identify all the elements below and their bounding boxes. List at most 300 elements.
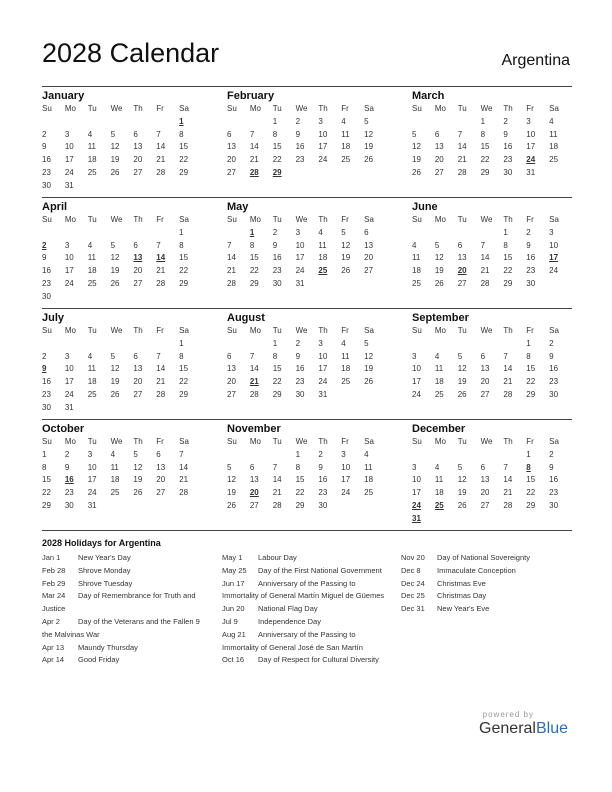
- empty-cell: [133, 116, 156, 129]
- day-cell: 15: [295, 475, 305, 485]
- day-cell: 26: [341, 266, 351, 276]
- day-cell: 6: [457, 240, 463, 250]
- day-cell: 9: [64, 462, 70, 472]
- day-cell: 18: [364, 475, 374, 485]
- holiday-name: Day of Remembrance for Truth and Justice: [42, 591, 196, 614]
- day-cell: 27: [249, 500, 259, 510]
- empty-cell: [503, 338, 526, 351]
- day-cell: 27: [227, 389, 236, 399]
- day-cell: 15: [526, 475, 536, 485]
- weekday-label: Su: [42, 104, 52, 113]
- empty-cell: [133, 227, 156, 240]
- day-cell: 19: [434, 266, 444, 276]
- day-cell: 16: [549, 364, 559, 374]
- weekday-label: Fr: [526, 326, 534, 335]
- day-cell: 11: [318, 240, 327, 250]
- day-cell: 12: [412, 142, 421, 152]
- holiday-item: [401, 565, 576, 578]
- day-cell: 11: [412, 253, 421, 263]
- day-cell: 22: [503, 266, 513, 276]
- holiday-name: National Flag Day: [258, 604, 318, 614]
- empty-cell: [65, 338, 88, 351]
- brand-logo[interactable]: [479, 720, 568, 738]
- day-cell: 15: [249, 253, 259, 263]
- holiday-day: 16: [64, 475, 74, 485]
- weekday-label: Tu: [272, 104, 282, 113]
- weekday-label: We: [295, 215, 308, 224]
- day-cell: 20: [480, 377, 490, 387]
- day-cell: 23: [42, 389, 51, 399]
- day-cell: 10: [64, 253, 74, 263]
- day-cell: 5: [457, 462, 463, 472]
- day-cell: 29: [526, 389, 536, 399]
- day-cell: 27: [480, 389, 490, 399]
- day-cell: 19: [110, 155, 120, 165]
- weekday-label: Su: [227, 215, 237, 224]
- day-cell: 14: [480, 253, 490, 263]
- holiday-name: Day of Respect for Cultural Diversity: [258, 655, 379, 665]
- day-cell: 31: [64, 180, 74, 190]
- weekday-label: Mo: [64, 215, 76, 224]
- day-cell: 8: [42, 462, 47, 472]
- empty-cell: [111, 116, 134, 129]
- holiday-name: Anniversary of the Passing to Immortality of General José de San Martín: [222, 629, 363, 652]
- empty-cell: [458, 116, 481, 129]
- day-cell: 25: [87, 167, 97, 177]
- day-cell: 28: [272, 500, 282, 510]
- day-cell: 8: [249, 240, 255, 250]
- holiday-date: Dec 24: [401, 578, 425, 588]
- day-cell: 29: [480, 167, 490, 177]
- weekday-label: Tu: [272, 326, 282, 335]
- holiday-item: [222, 629, 394, 655]
- month-row: [42, 86, 572, 197]
- day-cell: 8: [503, 240, 508, 250]
- day-cell: 12: [364, 129, 374, 139]
- day-cell: 6: [480, 462, 486, 472]
- day-cell: 6: [364, 227, 369, 237]
- weekday-label: Tu: [457, 104, 467, 113]
- day-cell: 21: [156, 377, 166, 387]
- day-cell: 26: [457, 500, 467, 510]
- holiday-day: 25: [434, 500, 444, 510]
- day-cell: 21: [457, 155, 467, 165]
- month-november: [227, 420, 387, 530]
- day-cell: 8: [295, 462, 301, 472]
- day-cell: 27: [457, 278, 467, 288]
- day-cell: 21: [156, 266, 166, 276]
- day-cell: 23: [526, 266, 536, 276]
- day-cell: 16: [503, 142, 513, 152]
- month-name: September: [412, 312, 469, 324]
- day-cell: 1: [480, 116, 486, 126]
- month-may: [227, 198, 387, 308]
- holiday-date: Dec 31: [401, 604, 425, 614]
- month-name: May: [227, 201, 249, 213]
- weekday-label: We: [110, 437, 123, 446]
- day-cell: 10: [318, 351, 328, 361]
- holiday-name: Day of National Sovereignty: [437, 553, 530, 562]
- empty-cell: [133, 338, 156, 351]
- day-cell: 25: [412, 278, 421, 288]
- day-cell: 6: [133, 351, 138, 361]
- day-cell: 13: [133, 142, 143, 152]
- holiday-name: Labour Day: [258, 553, 297, 562]
- day-cell: 7: [480, 240, 486, 250]
- holiday-day: 28: [249, 167, 259, 177]
- day-cell: 31: [64, 402, 74, 412]
- day-cell: 27: [133, 389, 143, 399]
- holiday-name: Christmas Day: [437, 591, 487, 601]
- day-cell: 9: [295, 351, 301, 361]
- day-cell: 8: [526, 351, 531, 361]
- day-cell: 22: [526, 488, 536, 498]
- holiday-day: 1: [179, 116, 184, 126]
- holiday-name: Day of the Veterans and the Fallen 9 the Malvinas War: [42, 616, 200, 639]
- weekday-label: Mo: [434, 437, 446, 446]
- holiday-column-1: [42, 552, 212, 667]
- weekday-label: Su: [42, 437, 52, 446]
- weekday-label: We: [110, 326, 123, 335]
- day-cell: 13: [480, 475, 490, 485]
- day-cell: 16: [295, 364, 305, 374]
- month-january: [42, 87, 202, 197]
- day-cell: 2: [42, 351, 47, 361]
- weekday-label: Fr: [526, 215, 534, 224]
- day-cell: 19: [110, 266, 120, 276]
- month-september: [412, 309, 572, 419]
- day-cell: 17: [412, 488, 421, 498]
- day-cell: 22: [295, 488, 305, 498]
- month-row: [42, 419, 572, 531]
- day-cell: 15: [179, 142, 189, 152]
- day-cell: 1: [526, 338, 531, 348]
- day-cell: 4: [434, 351, 440, 361]
- empty-cell: [412, 338, 435, 351]
- day-cell: 8: [272, 351, 278, 361]
- day-cell: 18: [110, 475, 120, 485]
- empty-cell: [412, 227, 435, 240]
- day-cell: 3: [87, 449, 93, 459]
- day-cell: 3: [318, 338, 323, 348]
- holiday-date: Aug 21: [222, 629, 246, 639]
- day-cell: 22: [526, 377, 536, 387]
- month-march: [412, 87, 572, 197]
- weekday-label: Sa: [549, 104, 559, 113]
- day-cell: 11: [364, 462, 373, 472]
- day-cell: 10: [549, 240, 559, 250]
- day-cell: 5: [457, 351, 463, 361]
- weekday-label: Th: [133, 104, 143, 113]
- weekday-label: Sa: [179, 326, 189, 335]
- weekday-label: Tu: [272, 215, 282, 224]
- day-cell: 2: [272, 227, 278, 237]
- day-cell: 2: [42, 129, 47, 139]
- day-cell: 29: [179, 167, 189, 177]
- day-cell: 31: [295, 278, 305, 288]
- day-cell: 23: [42, 167, 51, 177]
- day-cell: 30: [42, 180, 51, 190]
- day-cell: 17: [64, 266, 74, 276]
- day-cell: 22: [272, 155, 282, 165]
- month-name: April: [42, 201, 68, 213]
- empty-cell: [458, 227, 481, 240]
- day-cell: 20: [227, 377, 236, 387]
- day-cell: 10: [64, 142, 74, 152]
- weekday-label: Th: [133, 326, 143, 335]
- empty-cell: [156, 227, 179, 240]
- day-cell: 24: [318, 377, 328, 387]
- weekday-label: Th: [318, 326, 328, 335]
- day-cell: 4: [364, 449, 369, 459]
- day-cell: 7: [156, 351, 161, 361]
- day-cell: 14: [503, 364, 513, 374]
- month-name: February: [227, 90, 275, 102]
- day-cell: 17: [526, 142, 536, 152]
- day-cell: 30: [42, 291, 51, 301]
- empty-cell: [227, 449, 250, 462]
- day-cell: 19: [412, 155, 421, 165]
- day-cell: 17: [64, 377, 74, 387]
- holiday-date: Jun 20: [222, 604, 245, 614]
- holiday-name: Maundy Thursday: [78, 642, 138, 652]
- brand-general: General: [479, 720, 536, 737]
- day-cell: 3: [64, 240, 70, 250]
- day-cell: 14: [249, 364, 259, 374]
- weekday-label: We: [110, 104, 123, 113]
- day-cell: 2: [295, 338, 301, 348]
- day-cell: 23: [64, 488, 74, 498]
- day-cell: 19: [364, 364, 374, 374]
- weekday-label: Sa: [549, 437, 559, 446]
- day-cell: 19: [133, 475, 143, 485]
- day-cell: 26: [364, 377, 374, 387]
- day-cell: 29: [272, 389, 282, 399]
- empty-cell: [65, 116, 88, 129]
- day-cell: 6: [227, 129, 232, 139]
- weekday-label: Fr: [341, 215, 349, 224]
- holiday-date: Mar 24: [42, 591, 66, 601]
- holiday-day: 25: [318, 266, 328, 276]
- day-cell: 26: [457, 389, 467, 399]
- weekday-label: We: [295, 104, 308, 113]
- holidays-title: 2028 Holidays for Argentina: [42, 538, 161, 548]
- day-cell: 19: [364, 142, 374, 152]
- month-row: [42, 197, 572, 308]
- day-cell: 12: [457, 364, 467, 374]
- day-cell: 5: [227, 462, 232, 472]
- day-cell: 22: [272, 377, 282, 387]
- day-cell: 29: [179, 278, 189, 288]
- day-cell: 16: [549, 475, 559, 485]
- month-name: August: [227, 312, 265, 324]
- month-april: [42, 198, 202, 308]
- day-cell: 4: [434, 462, 440, 472]
- empty-cell: [227, 338, 250, 351]
- holiday-date: Nov 20: [401, 553, 425, 562]
- day-cell: 21: [480, 266, 490, 276]
- day-cell: 10: [526, 129, 536, 139]
- day-cell: 7: [156, 129, 161, 139]
- weekday-label: Fr: [341, 104, 349, 113]
- calendar-grid: [42, 86, 572, 531]
- weekday-label: We: [480, 215, 493, 224]
- weekday-label: Tu: [87, 326, 97, 335]
- day-cell: 3: [412, 462, 417, 472]
- day-cell: 17: [87, 475, 97, 485]
- day-cell: 1: [272, 116, 278, 126]
- day-cell: 29: [526, 500, 536, 510]
- empty-cell: [503, 449, 526, 462]
- weekday-label: Sa: [549, 215, 559, 224]
- day-cell: 2: [295, 116, 301, 126]
- month-july: [42, 309, 202, 419]
- weekday-label: Mo: [249, 104, 261, 113]
- holiday-day: 2: [42, 240, 47, 250]
- day-cell: 15: [42, 475, 51, 485]
- day-cell: 18: [341, 364, 351, 374]
- holiday-date: Jan 1: [42, 553, 61, 562]
- day-cell: 23: [295, 377, 305, 387]
- holiday-name: Shrove Monday: [78, 565, 131, 575]
- day-cell: 15: [179, 253, 189, 263]
- day-cell: 29: [503, 278, 513, 288]
- holiday-day: 9: [42, 364, 47, 374]
- holiday-item: [42, 578, 212, 591]
- weekday-label: Fr: [526, 437, 534, 446]
- empty-cell: [111, 338, 134, 351]
- day-cell: 9: [318, 462, 323, 472]
- holiday-day: 29: [272, 167, 282, 177]
- day-cell: 27: [133, 278, 143, 288]
- holiday-date: Feb 28: [42, 565, 66, 575]
- empty-cell: [412, 116, 435, 129]
- day-cell: 11: [87, 142, 97, 152]
- day-cell: 23: [549, 377, 559, 387]
- weekday-label: Th: [133, 215, 143, 224]
- empty-cell: [227, 227, 250, 240]
- day-cell: 13: [480, 364, 490, 374]
- weekday-label: Fr: [526, 104, 534, 113]
- day-cell: 9: [549, 462, 554, 472]
- day-cell: 13: [133, 364, 143, 374]
- day-cell: 7: [457, 129, 463, 139]
- day-cell: 13: [364, 240, 374, 250]
- day-cell: 30: [503, 167, 513, 177]
- day-cell: 31: [318, 389, 328, 399]
- day-cell: 14: [457, 142, 467, 152]
- day-cell: 11: [434, 364, 444, 374]
- day-cell: 20: [156, 475, 166, 485]
- day-cell: 10: [87, 462, 97, 472]
- day-cell: 26: [133, 488, 143, 498]
- holiday-item: [401, 590, 576, 603]
- holiday-name: Immaculate Conception: [437, 565, 516, 575]
- month-august: [227, 309, 387, 419]
- day-cell: 10: [295, 240, 305, 250]
- day-cell: 11: [110, 462, 119, 472]
- day-cell: 1: [295, 449, 301, 459]
- day-cell: 14: [272, 475, 282, 485]
- holiday-column-2: [222, 552, 394, 667]
- day-cell: 3: [526, 116, 531, 126]
- day-cell: 25: [110, 488, 120, 498]
- holiday-name: Anniversary of the Passing to Immortality of General Martín Miguel de Güemes: [222, 578, 385, 601]
- weekday-label: Mo: [249, 437, 261, 446]
- day-cell: 25: [341, 377, 351, 387]
- day-cell: 6: [434, 129, 440, 139]
- day-cell: 26: [364, 155, 374, 165]
- day-cell: 25: [549, 155, 559, 165]
- empty-cell: [65, 227, 88, 240]
- holiday-day: 14: [156, 253, 166, 263]
- day-cell: 12: [227, 475, 236, 485]
- holiday-date: Jul 9: [222, 616, 238, 626]
- empty-cell: [458, 449, 481, 462]
- empty-cell: [156, 116, 179, 129]
- day-cell: 30: [272, 278, 282, 288]
- holiday-date: Feb 29: [42, 578, 66, 588]
- day-cell: 5: [364, 338, 369, 348]
- day-cell: 24: [412, 389, 421, 399]
- day-cell: 16: [42, 377, 51, 387]
- day-cell: 11: [341, 129, 350, 139]
- empty-cell: [458, 338, 481, 351]
- day-cell: 11: [549, 129, 558, 139]
- holiday-day: 17: [549, 253, 559, 263]
- day-cell: 7: [249, 129, 255, 139]
- day-cell: 10: [341, 462, 351, 472]
- day-cell: 20: [227, 155, 236, 165]
- day-cell: 11: [87, 253, 97, 263]
- day-cell: 8: [179, 129, 184, 139]
- holiday-item: [222, 616, 394, 629]
- holiday-date: Apr 2: [42, 616, 60, 626]
- weekday-label: Su: [412, 437, 422, 446]
- weekday-label: Su: [412, 215, 422, 224]
- day-cell: 11: [434, 475, 444, 485]
- day-cell: 20: [480, 488, 490, 498]
- month-name: March: [412, 90, 445, 102]
- day-cell: 7: [249, 351, 255, 361]
- day-cell: 16: [272, 253, 282, 263]
- holiday-date: Oct 16: [222, 655, 245, 665]
- weekday-label: Tu: [87, 437, 97, 446]
- empty-cell: [435, 449, 458, 462]
- month-june: [412, 198, 572, 308]
- day-cell: 30: [526, 278, 536, 288]
- weekday-label: Tu: [457, 437, 467, 446]
- day-cell: 5: [110, 351, 116, 361]
- weekday-label: Mo: [434, 326, 446, 335]
- weekday-label: Sa: [364, 326, 374, 335]
- day-cell: 24: [64, 389, 74, 399]
- day-cell: 13: [227, 142, 236, 152]
- month-name: December: [412, 423, 466, 435]
- day-cell: 4: [110, 449, 116, 459]
- weekday-label: Sa: [179, 215, 189, 224]
- day-cell: 6: [480, 351, 486, 361]
- holiday-day: 20: [457, 266, 467, 276]
- day-cell: 15: [272, 142, 282, 152]
- day-cell: 9: [503, 129, 508, 139]
- day-cell: 29: [249, 278, 259, 288]
- day-cell: 5: [341, 227, 346, 237]
- empty-cell: [481, 338, 504, 351]
- day-cell: 4: [87, 129, 93, 139]
- day-cell: 4: [549, 116, 554, 126]
- day-cell: 2: [318, 449, 323, 459]
